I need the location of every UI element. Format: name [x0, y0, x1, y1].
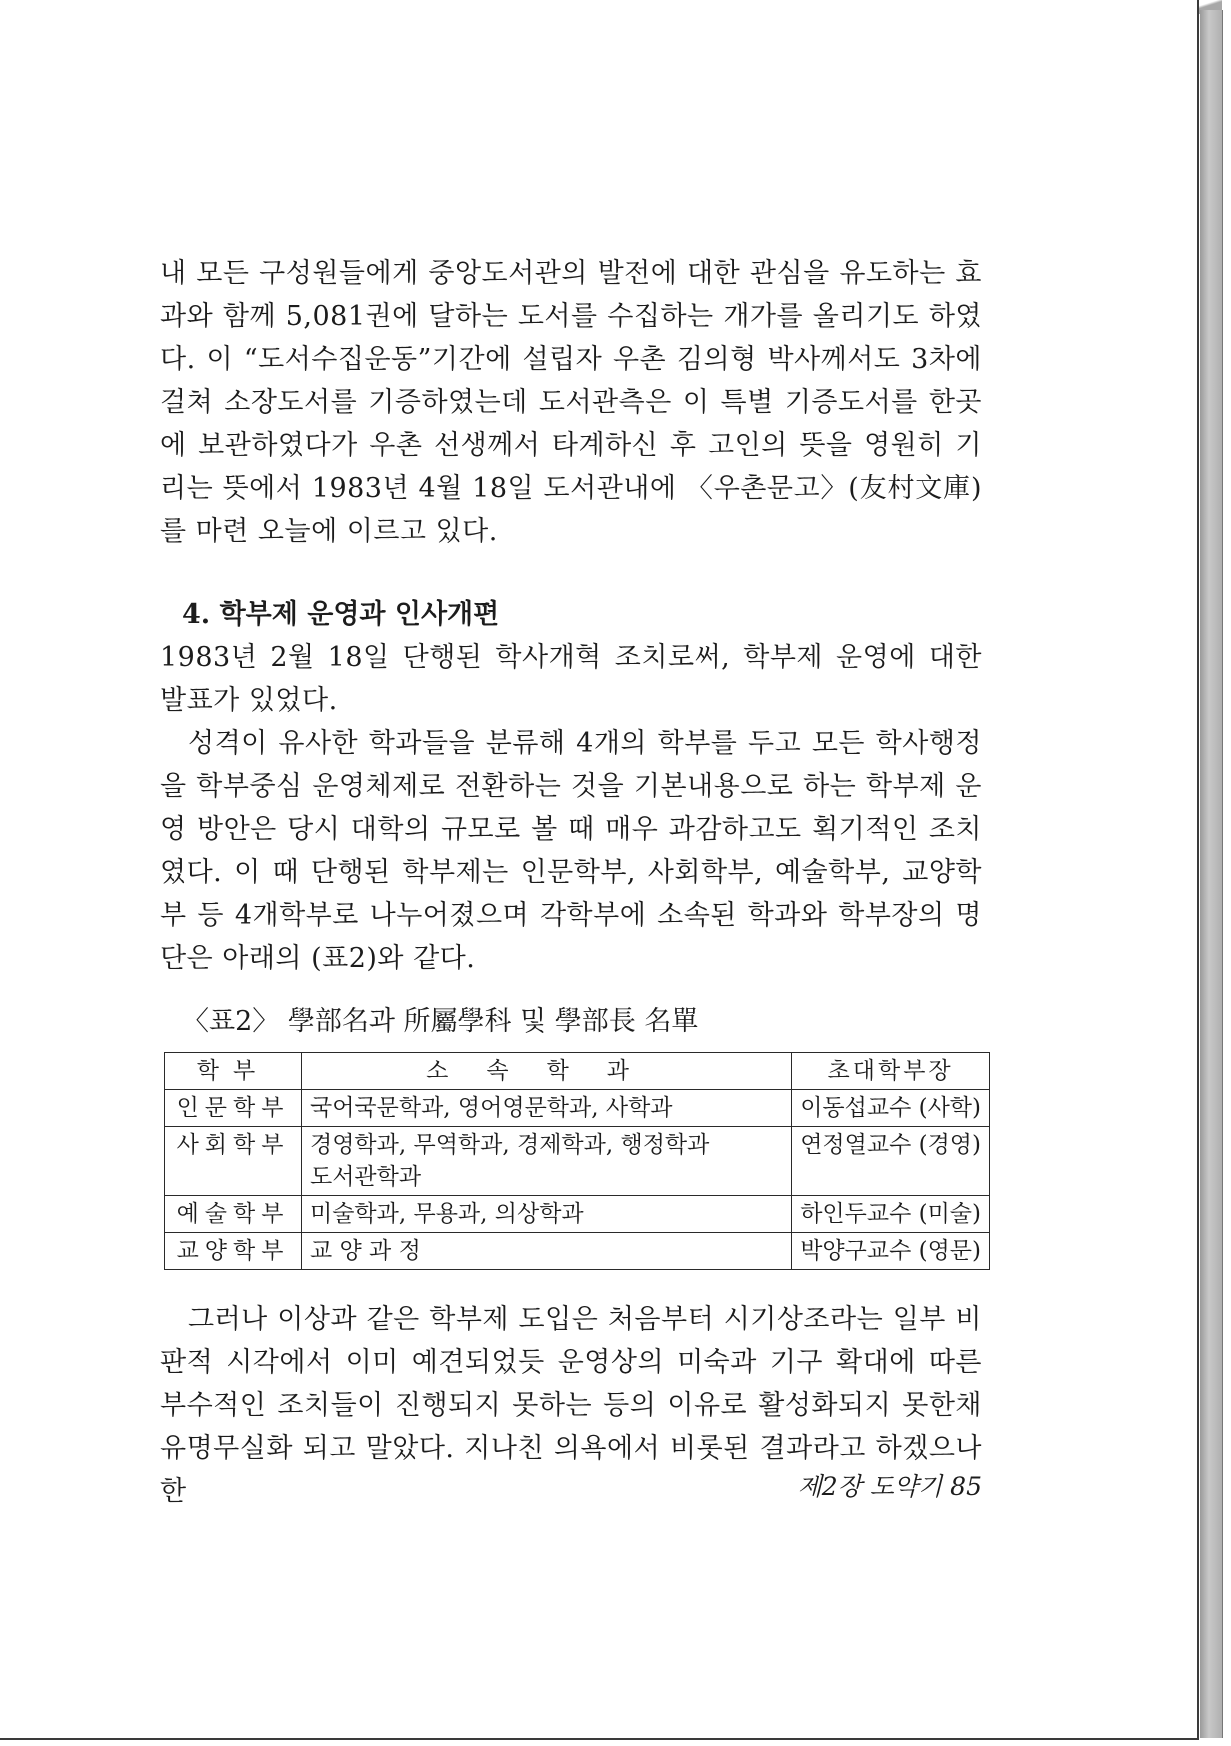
header-departments: 소속학과: [302, 1053, 792, 1090]
dean-name: 이동섭교수 (사학): [792, 1090, 990, 1127]
division-name: 사회학부: [165, 1127, 302, 1196]
paragraph-division-system: 성격이 유사한 학과들을 분류해 4개의 학부를 두고 모든 학사행정을 학부중심 운영체제로 전환하는 것을 기본내용으로 하는 학부제 운영 방안은 당시 대학의 규모로 볼 때 매우 과감하고도 획기적인 조치였다. 이 때 단행된 학부제는 인문학부, 사회학부, 예술학부, 교양학부 등 4개학부로 나누어졌으며 각학부에 소속된 학과와 학부장의 명단은 아래의 (표2)와 같다.: [160, 728, 982, 974]
dean-name: 박양구교수 (영문): [792, 1233, 990, 1270]
running-footer-page-number: 제2장 도약기 85: [797, 1472, 982, 1501]
table-row: [165, 1196, 990, 1233]
header-dean: 초대학부장: [792, 1053, 990, 1090]
table-row: [165, 1233, 990, 1270]
section-heading: 4. 학부제 운영과 인사개편: [182, 599, 500, 630]
department-list: 미술학과, 무용과, 의상학과: [302, 1196, 792, 1233]
paragraph-academic-reform: 1983년 2월 18일 단행된 학사개혁 조치로써, 학부제 운영에 대한 발표가 있었다.: [160, 642, 982, 716]
table-caption: 〈표2〉 學部名과 所屬學科 및 學部長 名單: [182, 1006, 699, 1037]
department-list: 교 양 과 정: [302, 1233, 792, 1270]
dean-name: 하인두교수 (미술): [792, 1196, 990, 1233]
dean-name: 연정열교수 (경영): [792, 1127, 990, 1196]
table-header-row: [165, 1053, 990, 1090]
department-list: 국어국문학과, 영어영문학과, 사학과: [302, 1090, 792, 1127]
page-stack-edge: [1200, 10, 1223, 1738]
division-name: 예술학부: [165, 1196, 302, 1233]
department-list: 경영학과, 무역학과, 경제학과, 행정학과 도서관학과: [302, 1127, 792, 1196]
division-roster-table: [164, 1052, 990, 1270]
division-name: 교양학부: [165, 1233, 302, 1270]
paragraph-division-outcome: 그러나 이상과 같은 학부제 도입은 처음부터 시기상조라는 일부 비판적 시각에서 이미 예견되었듯 운영상의 미숙과 기구 확대에 따른 부수적인 조치들이 진행되지 못하는 등의 이유로 활성화되지 못한채 유명무실화 되고 말았다. 지나친 의욕에서 비롯된 결과라고 하겠으나 한: [160, 1304, 982, 1507]
table-row: [165, 1090, 990, 1127]
page-content: [160, 252, 982, 1513]
paragraph-library-donation: 내 모든 구성원들에게 중앙도서관의 발전에 대한 관심을 유도하는 효과와 함께 5,081권에 달하는 도서를 수집하는 개가를 올리기도 하였다. 이 “도서수집운동”기간에 설립자 우촌 김의형 박사께서도 3차에 걸쳐 소장도서를 기증하였는데 도서관측은 이 특별 기증도서를 한곳에 보관하였다가 우촌 선생께서 타계하신 후 고인의 뜻을 영원히 기리는 뜻에서 1983년 4월 18일 도서관내에 〈우촌문고〉(友村文庫)를 마련 오늘에 이르고 있다.: [160, 258, 982, 547]
header-division: 학부: [165, 1053, 302, 1090]
division-name: 인문학부: [165, 1090, 302, 1127]
table-row: [165, 1127, 990, 1196]
